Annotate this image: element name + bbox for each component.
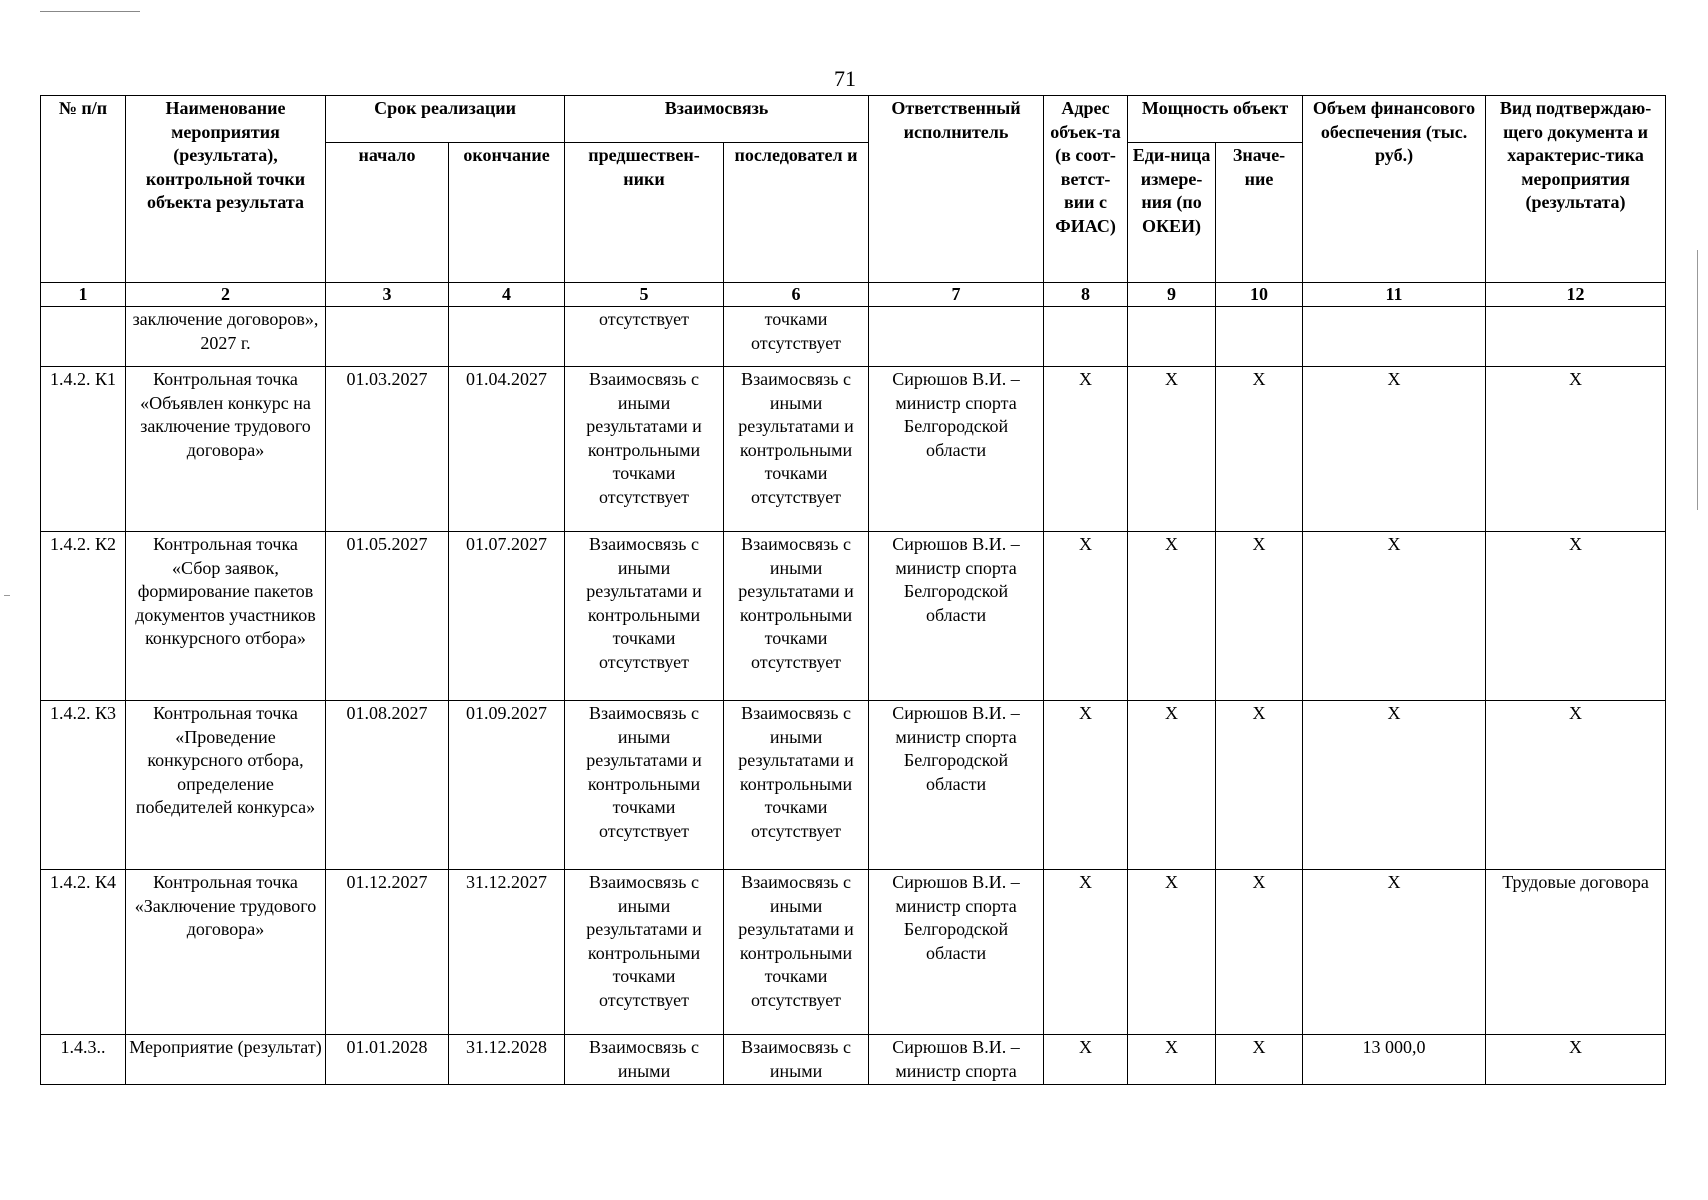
cell-responsible: Сирюшов В.И. – министр спорта Белгородской области xyxy=(869,532,1044,701)
cell-name: Контрольная точка «Объявлен конкурс на заключение трудового договора» xyxy=(126,367,326,532)
header-name: Наименование мероприятия (результата), контрольной точки объекта результата xyxy=(126,96,326,283)
cell-doc-type: Трудовые договора xyxy=(1486,870,1666,1035)
header-capacity: Мощность объект xyxy=(1128,96,1303,143)
cell-name: заключение договоров», 2027 г. xyxy=(126,307,326,367)
top-rule xyxy=(40,11,140,12)
cell-end: 31.12.2028 xyxy=(449,1035,565,1085)
column-number: 8 xyxy=(1044,283,1128,307)
column-number-row xyxy=(41,283,1666,307)
cell-responsible: Сирюшов В.И. – министр спорта Белгородской области xyxy=(869,367,1044,532)
column-number: 1 xyxy=(41,283,126,307)
page-number: 71 xyxy=(834,66,856,91)
cell-finance: X xyxy=(1303,870,1486,1035)
cell-name: Контрольная точка «Сбор заявок, формирование пакетов документов участников конкурсного отбора» xyxy=(126,532,326,701)
column-number: 3 xyxy=(326,283,449,307)
table-row-continuation xyxy=(41,307,1666,367)
column-number: 10 xyxy=(1216,283,1303,307)
header-finance: Объем финансового обеспечения (тыс. руб.) xyxy=(1303,96,1486,283)
header-end: окончание xyxy=(449,143,565,283)
cell-responsible: Сирюшов В.И. – министр спорта Белгородской области xyxy=(869,870,1044,1035)
cell-value: X xyxy=(1216,532,1303,701)
cell-end: 31.12.2027 xyxy=(449,870,565,1035)
cell-address: X xyxy=(1044,701,1128,870)
header-num: № п/п xyxy=(41,96,126,283)
header-period: Срок реализации xyxy=(326,96,565,143)
cell-end: 01.04.2027 xyxy=(449,367,565,532)
cell-predecessors: Взаимосвязь с иными результатами и контрольными точками отсутствует xyxy=(565,701,724,870)
cell-doc-type: X xyxy=(1486,1035,1666,1085)
cell-responsible: Сирюшов В.И. – министр спорта xyxy=(869,1035,1044,1085)
header-successors: последовател и xyxy=(724,143,869,283)
cell-name: Контрольная точка «Заключение трудового договора» xyxy=(126,870,326,1035)
header-unit: Еди-ница измере-ния (по ОКЕИ) xyxy=(1128,143,1216,283)
cell-num: 1.4.2. К2 xyxy=(41,532,126,701)
cell-predecessors: Взаимосвязь с иными результатами и контрольными точками отсутствует xyxy=(565,532,724,701)
cell-predecessors: отсутствует xyxy=(565,307,724,367)
cell-end: 01.09.2027 xyxy=(449,701,565,870)
cell-unit: X xyxy=(1128,367,1216,532)
cell-finance: X xyxy=(1303,532,1486,701)
table-row-1-4-3 xyxy=(41,1035,1666,1085)
cell-address xyxy=(1044,307,1128,367)
cell-start: 01.05.2027 xyxy=(326,532,449,701)
cell-successors: Взаимосвязь с иными xyxy=(724,1035,869,1085)
cell-unit xyxy=(1128,307,1216,367)
cell-address: X xyxy=(1044,1035,1128,1085)
header-address: Адрес объек-та (в соот-ветст-вии с ФИАС) xyxy=(1044,96,1128,283)
cell-start: 01.03.2027 xyxy=(326,367,449,532)
plan-table xyxy=(40,95,1666,1085)
cell-unit: X xyxy=(1128,532,1216,701)
column-number: 5 xyxy=(565,283,724,307)
table-row-k4 xyxy=(41,870,1666,1035)
cell-predecessors: Взаимосвязь с иными результатами и контрольными точками отсутствует xyxy=(565,367,724,532)
cell-unit: X xyxy=(1128,1035,1216,1085)
cell-value: X xyxy=(1216,367,1303,532)
column-number: 2 xyxy=(126,283,326,307)
cell-responsible: Сирюшов В.И. – министр спорта Белгородской области xyxy=(869,701,1044,870)
cell-unit: X xyxy=(1128,701,1216,870)
scan-edge-mark-left xyxy=(4,595,10,596)
cell-end: 01.07.2027 xyxy=(449,532,565,701)
cell-start: 01.12.2027 xyxy=(326,870,449,1035)
cell-value: X xyxy=(1216,701,1303,870)
column-number: 12 xyxy=(1486,283,1666,307)
cell-predecessors: Взаимосвязь с иными xyxy=(565,1035,724,1085)
cell-address: X xyxy=(1044,532,1128,701)
cell-predecessors: Взаимосвязь с иными результатами и контрольными точками отсутствует xyxy=(565,870,724,1035)
cell-start: 01.08.2027 xyxy=(326,701,449,870)
cell-value: X xyxy=(1216,870,1303,1035)
cell-start xyxy=(326,307,449,367)
header-relation: Взаимосвязь xyxy=(565,96,869,143)
header-predecessors: предшествен-ники xyxy=(565,143,724,283)
cell-responsible xyxy=(869,307,1044,367)
column-number: 11 xyxy=(1303,283,1486,307)
cell-name: Мероприятие (результат) xyxy=(126,1035,326,1085)
cell-successors: Взаимосвязь с иными результатами и контрольными точками отсутствует xyxy=(724,870,869,1035)
cell-successors: Взаимосвязь с иными результатами и контрольными точками отсутствует xyxy=(724,367,869,532)
cell-end xyxy=(449,307,565,367)
header-value: Значе-ние xyxy=(1216,143,1303,283)
cell-value: X xyxy=(1216,1035,1303,1085)
cell-doc-type: X xyxy=(1486,367,1666,532)
header-doc-type: Вид подтверждаю-щего документа и характерис-тика мероприятия (результата) xyxy=(1486,96,1666,283)
column-number: 6 xyxy=(724,283,869,307)
cell-num: 1.4.3.. xyxy=(41,1035,126,1085)
cell-address: X xyxy=(1044,367,1128,532)
column-number: 7 xyxy=(869,283,1044,307)
cell-start: 01.01.2028 xyxy=(326,1035,449,1085)
cell-successors: Взаимосвязь с иными результатами и контрольными точками отсутствует xyxy=(724,532,869,701)
cell-value xyxy=(1216,307,1303,367)
cell-num xyxy=(41,307,126,367)
cell-num: 1.4.2. К1 xyxy=(41,367,126,532)
cell-num: 1.4.2. К4 xyxy=(41,870,126,1035)
header-responsible: Ответственный исполнитель xyxy=(869,96,1044,283)
cell-finance xyxy=(1303,307,1486,367)
cell-doc-type: X xyxy=(1486,701,1666,870)
cell-finance: X xyxy=(1303,367,1486,532)
cell-name: Контрольная точка «Проведение конкурсного отбора, определение победителей конкурса» xyxy=(126,701,326,870)
cell-doc-type: X xyxy=(1486,532,1666,701)
column-number: 4 xyxy=(449,283,565,307)
scan-edge-mark xyxy=(1697,250,1698,510)
table-row-k2 xyxy=(41,532,1666,701)
cell-finance: 13 000,0 xyxy=(1303,1035,1486,1085)
cell-unit: X xyxy=(1128,870,1216,1035)
header-start: начало xyxy=(326,143,449,283)
cell-finance: X xyxy=(1303,701,1486,870)
cell-successors: Взаимосвязь с иными результатами и контрольными точками отсутствует xyxy=(724,701,869,870)
header-row-1 xyxy=(41,96,1666,143)
column-number: 9 xyxy=(1128,283,1216,307)
cell-doc-type xyxy=(1486,307,1666,367)
cell-num: 1.4.2. К3 xyxy=(41,701,126,870)
cell-successors: точками отсутствует xyxy=(724,307,869,367)
table-row-k1 xyxy=(41,367,1666,532)
cell-address: X xyxy=(1044,870,1128,1035)
table-row-k3 xyxy=(41,701,1666,870)
